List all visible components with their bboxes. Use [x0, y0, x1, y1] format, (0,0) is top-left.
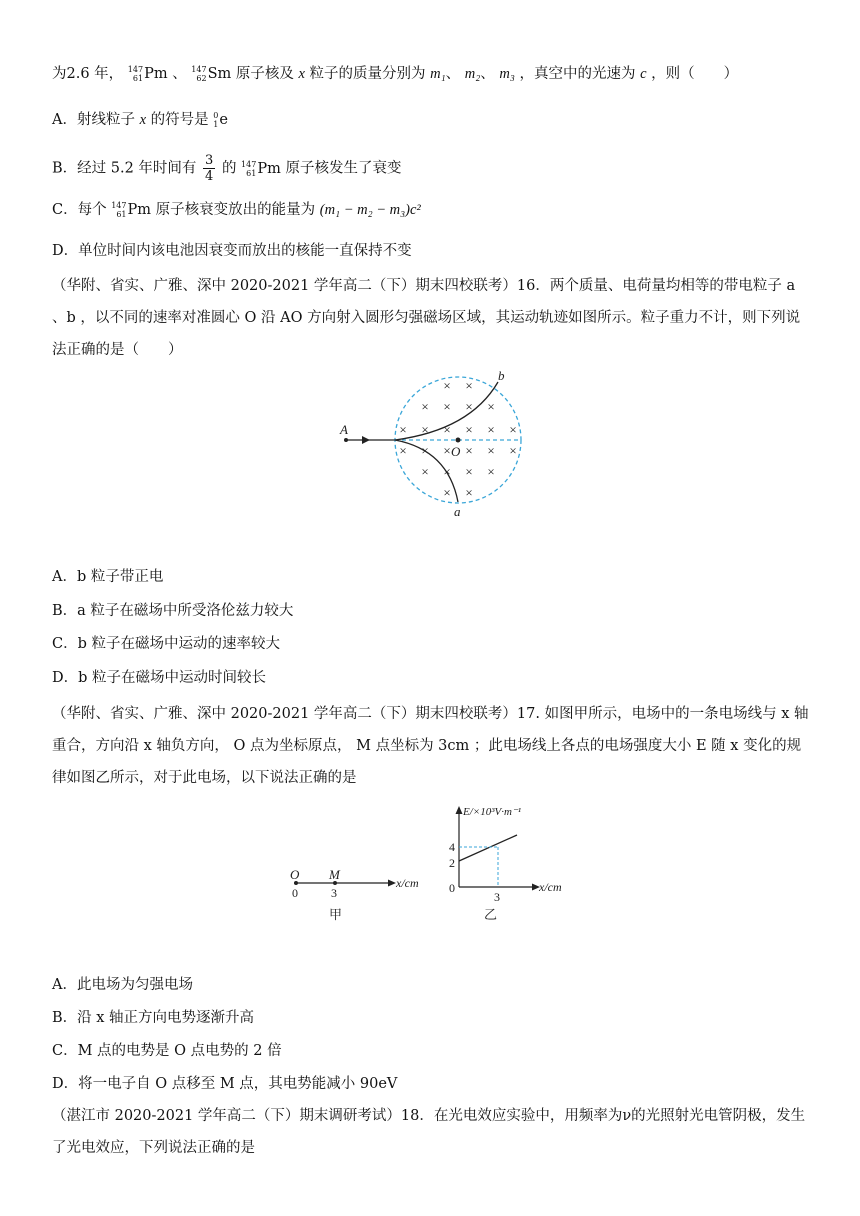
- q16-option-c: C．b 粒子在磁场中运动的速率较大: [52, 636, 280, 652]
- yi-caption: 乙: [484, 907, 498, 922]
- q15-option-d: D．单位时间内该电池因衰变而放出的核能一直保持不变: [52, 243, 412, 259]
- nuclide-pm-b: 147 61 Pm: [241, 159, 281, 178]
- q15-optb-post: 原子核发生了衰变: [285, 160, 402, 177]
- svg-text:×: ×: [421, 422, 429, 437]
- svg-text:×: ×: [421, 464, 429, 479]
- svg-text:×: ×: [465, 485, 473, 500]
- point-a-start: [344, 438, 348, 442]
- label-A: A: [340, 422, 348, 437]
- svg-text:×: ×: [465, 443, 473, 458]
- nuclide-positron: 0 1 e: [213, 111, 228, 129]
- svg-text:×: ×: [487, 443, 495, 458]
- yi-y-label: E/×10³V·m⁻¹: [463, 806, 522, 818]
- magnetic-field-figure: [0, 370, 860, 530]
- q15-sep3: 、: [480, 66, 495, 82]
- svg-text:×: ×: [487, 399, 495, 414]
- q17-option-a: A．此电场为匀强电场: [52, 977, 193, 993]
- label-O: O: [451, 444, 461, 459]
- label-a: a: [454, 504, 461, 519]
- q15-m2: m₂: [464, 66, 481, 82]
- q17-stem: （华附、省实、广雅、深中 2020-2021 学年高二（下）期末四校联考）17. 如图甲所示，电场中的一条电场线与 x 轴重合，方向沿 x 轴负方向， O 点为坐标原点， M 点坐标为 3cm ；此电场线上各点的电场强度大小 E 随 x 变化的规律如图乙所示，对于此电场，以下说法正确的是: [52, 706, 809, 786]
- svg-text:×: ×: [399, 443, 407, 458]
- q15-optc-mid: 原子核衰变放出的能量为: [155, 202, 316, 218]
- yi-graph-line: [459, 835, 517, 861]
- jia-label-O: O: [290, 867, 300, 882]
- q15-optc-pre: C．每个: [52, 202, 107, 218]
- q15-sep2: 、: [445, 66, 461, 82]
- svg-text:×: ×: [421, 443, 429, 458]
- q15-sep1: 、: [172, 66, 187, 82]
- q15-opta-mid: 的符号是: [150, 112, 209, 128]
- q17-option-c: C．M 点的电势是 O 点电势的 2 倍: [52, 1043, 282, 1059]
- field-graph-yi: [0, 795, 860, 955]
- q16-option-b: B．a 粒子在磁场中所受洛伦兹力较大: [52, 603, 294, 619]
- yi-tick-0: 0: [449, 881, 455, 895]
- svg-text:×: ×: [443, 443, 451, 458]
- q16-option-a: A．b 粒子带正电: [52, 569, 164, 585]
- yi-tick-4: 4: [449, 840, 455, 854]
- label-b: b: [498, 370, 505, 383]
- nuclide-pm-c: 147 61 Pm: [111, 201, 152, 219]
- q15-m3: m₃: [499, 66, 515, 82]
- q15-intro-c: 粒子的质量分别为: [309, 66, 426, 82]
- svg-text:×: ×: [465, 464, 473, 479]
- jia-caption: 甲: [329, 907, 343, 922]
- svg-text:×: ×: [443, 422, 451, 437]
- q17-option-b: B．沿 x 轴正方向电势逐渐升高: [52, 1010, 255, 1026]
- arrow-head: [362, 436, 370, 444]
- jia-tick-3: 3: [331, 886, 337, 900]
- svg-text:×: ×: [443, 378, 451, 393]
- q15-optb-mid: 的: [221, 160, 237, 177]
- q15-m1: m₁: [430, 66, 446, 82]
- svg-text:×: ×: [509, 422, 517, 437]
- q15-intro-b: 原子核及: [235, 66, 294, 82]
- jia-label-M: M: [329, 867, 340, 882]
- svg-text:×: ×: [465, 422, 473, 437]
- svg-text:×: ×: [443, 485, 451, 500]
- svg-text:×: ×: [443, 399, 451, 414]
- yi-tick-2: 2: [449, 856, 455, 870]
- q17-option-d: D．将一电子自 O 点移至 M 点，其电势能减小 90eV: [52, 1076, 398, 1092]
- q15-opta-pre: A．射线粒子: [52, 112, 135, 128]
- q16-option-d: D．b 粒子在磁场中运动时间较长: [52, 670, 267, 686]
- svg-text:×: ×: [509, 443, 517, 458]
- q15-intro-d: ，真空中的光速为: [519, 66, 636, 82]
- q15-optb-pre: B．经过 5.2 年时间有: [52, 160, 197, 177]
- q15-c-var: c: [640, 66, 647, 82]
- svg-text:×: ×: [487, 464, 495, 479]
- fraction: $\frac{3}{4}$: [205, 153, 214, 184]
- center-o: [456, 438, 461, 443]
- q16-stem: （华附、省实、广雅、深中 2020-2021 学年高二（下）期末四校联考）16．两个质量、电荷量均相等的带电粒子 a 、b ，以不同的速率对准圆心 O 沿 AO 方向射入圆形匀强磁场区域，其运动轨迹如图所示。粒子重力不计，则下列说法正确的是（ ）: [52, 278, 801, 358]
- q15-opta-x: x: [139, 112, 147, 128]
- q15-x-var: x: [298, 66, 305, 82]
- q15-intro-e: ，则（ ）: [651, 66, 739, 82]
- q15-stem-line: [52, 64, 738, 84]
- yi-y-arrow: [456, 806, 463, 814]
- q15-option-b: [52, 153, 401, 184]
- jia-axis-label: x/cm: [396, 876, 419, 890]
- jia-tick-0: 0: [292, 886, 298, 900]
- yi-axis-label: x/cm: [539, 880, 562, 894]
- svg-text:×: ×: [421, 399, 429, 414]
- q18-stem: （湛江市 2020-2021 学年高二（下）期末调研考试）18．在光电效应实验中，用频率为ν的光照射光电管阴极，发生了光电效应，下列说法正确的是: [52, 1108, 806, 1156]
- svg-text:×: ×: [399, 422, 407, 437]
- q15-optc-expr: (m₁ − m₂ − m₃)c²: [319, 202, 421, 218]
- nuclide-pm: 147 61 Pm: [127, 65, 168, 83]
- nuclide-sm: 147 62 Sm: [191, 65, 232, 83]
- yi-tick-3: 3: [494, 890, 500, 904]
- q15-intro-a: 为2.6 年，: [52, 66, 124, 82]
- svg-text:×: ×: [443, 464, 451, 479]
- svg-text:×: ×: [465, 378, 473, 393]
- q15-option-c: [52, 200, 421, 220]
- svg-text:×: ×: [487, 422, 495, 437]
- q15-option-a: [52, 110, 228, 130]
- svg-text:×: ×: [465, 399, 473, 414]
